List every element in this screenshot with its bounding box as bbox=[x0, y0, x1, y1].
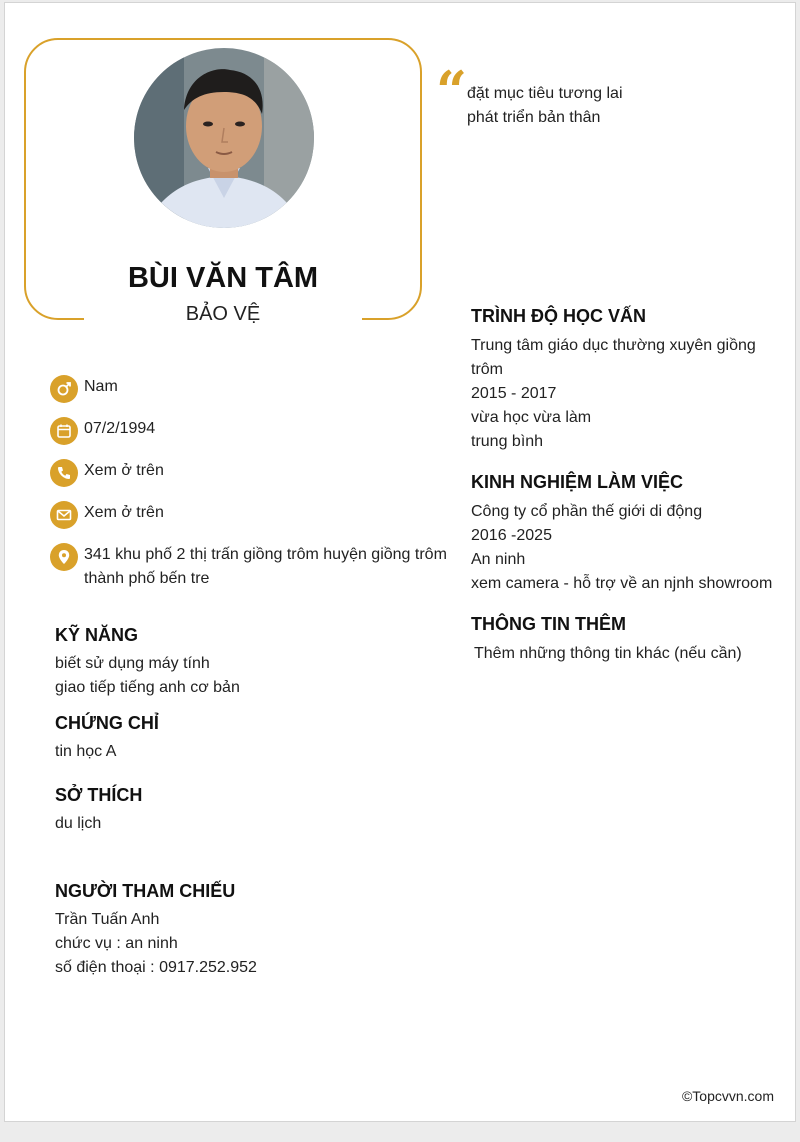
education-school: trôm bbox=[471, 361, 503, 378]
certificates-title: CHỨNG CHỈ bbox=[55, 713, 159, 733]
contact-gender bbox=[50, 375, 118, 403]
skills-title: KỸ NĂNG bbox=[55, 625, 139, 645]
address-value bbox=[84, 543, 447, 591]
certificates-list bbox=[55, 740, 116, 764]
copyright: ©Topcvvn.com bbox=[681, 1088, 774, 1104]
experience-period: 2016 -2025 bbox=[471, 527, 552, 544]
birthday-value: 07/2/1994 bbox=[84, 420, 156, 437]
reference-item: Trần Tuấn Anh bbox=[55, 911, 160, 928]
additional-text: Thêm những thông tin khác (nếu cần) bbox=[474, 645, 742, 662]
quote-icon: “ bbox=[436, 59, 468, 123]
email-icon bbox=[50, 501, 78, 529]
experience-role: An ninh bbox=[471, 551, 526, 568]
skill-item: biết sử dụng máy tính bbox=[55, 655, 210, 672]
contact-email bbox=[50, 501, 164, 529]
avatar-photo bbox=[134, 48, 314, 228]
career-objective bbox=[467, 82, 767, 130]
avatar bbox=[134, 48, 314, 228]
experience-company: Công ty cổ phần thế giới di động bbox=[471, 503, 703, 520]
education-grade: trung bình bbox=[471, 433, 544, 450]
hobbies-list bbox=[55, 812, 101, 836]
address-line: thành phố bến tre bbox=[84, 570, 210, 587]
objective-line: phát triển bản thân bbox=[467, 109, 601, 126]
certificate-item: tin học A bbox=[55, 743, 117, 760]
references-list bbox=[55, 908, 257, 980]
gender-value: Nam bbox=[84, 378, 118, 395]
objective-line: đặt mục tiêu tương lai bbox=[467, 85, 623, 102]
gender-icon bbox=[50, 375, 78, 403]
phone-icon bbox=[50, 459, 78, 487]
education-details bbox=[471, 334, 781, 454]
candidate-position: BẢO VỆ bbox=[185, 303, 261, 325]
contact-address bbox=[50, 543, 447, 591]
hobby-item: du lịch bbox=[55, 815, 102, 832]
experience-details bbox=[471, 500, 786, 596]
skills-list bbox=[55, 652, 240, 700]
address-line: 341 khu phố 2 thị trấn giồng trôm huyện giồng trôm bbox=[84, 546, 447, 563]
additional-title: THÔNG TIN THÊM bbox=[471, 614, 626, 634]
contact-birthday bbox=[50, 417, 155, 445]
experience-title: KINH NGHIỆM LÀM VIỆC bbox=[471, 472, 684, 492]
education-school: Trung tâm giáo dục thường xuyên giồng bbox=[471, 337, 756, 354]
hobbies-title: SỞ THÍCH bbox=[55, 785, 143, 805]
reference-item: chức vụ : an ninh bbox=[55, 935, 178, 952]
skill-item: giao tiếp tiếng anh cơ bản bbox=[55, 679, 240, 696]
reference-item: số điện thoại : 0917.252.952 bbox=[55, 959, 257, 976]
references-title: NGƯỜI THAM CHIẾU bbox=[55, 881, 236, 901]
phone-value: Xem ở trên bbox=[84, 462, 164, 479]
experience-description: xem camera - hỗ trợ về an njnh showroom bbox=[471, 575, 773, 592]
education-title: TRÌNH ĐỘ HỌC VẤN bbox=[471, 306, 646, 326]
education-period: 2015 - 2017 bbox=[471, 385, 557, 402]
candidate-name: BÙI VĂN TÂM bbox=[127, 262, 319, 294]
calendar-icon bbox=[50, 417, 78, 445]
email-value: Xem ở trên bbox=[84, 504, 164, 521]
location-icon bbox=[50, 543, 78, 571]
contact-phone bbox=[50, 459, 164, 487]
education-major: vừa học vừa làm bbox=[471, 409, 592, 426]
